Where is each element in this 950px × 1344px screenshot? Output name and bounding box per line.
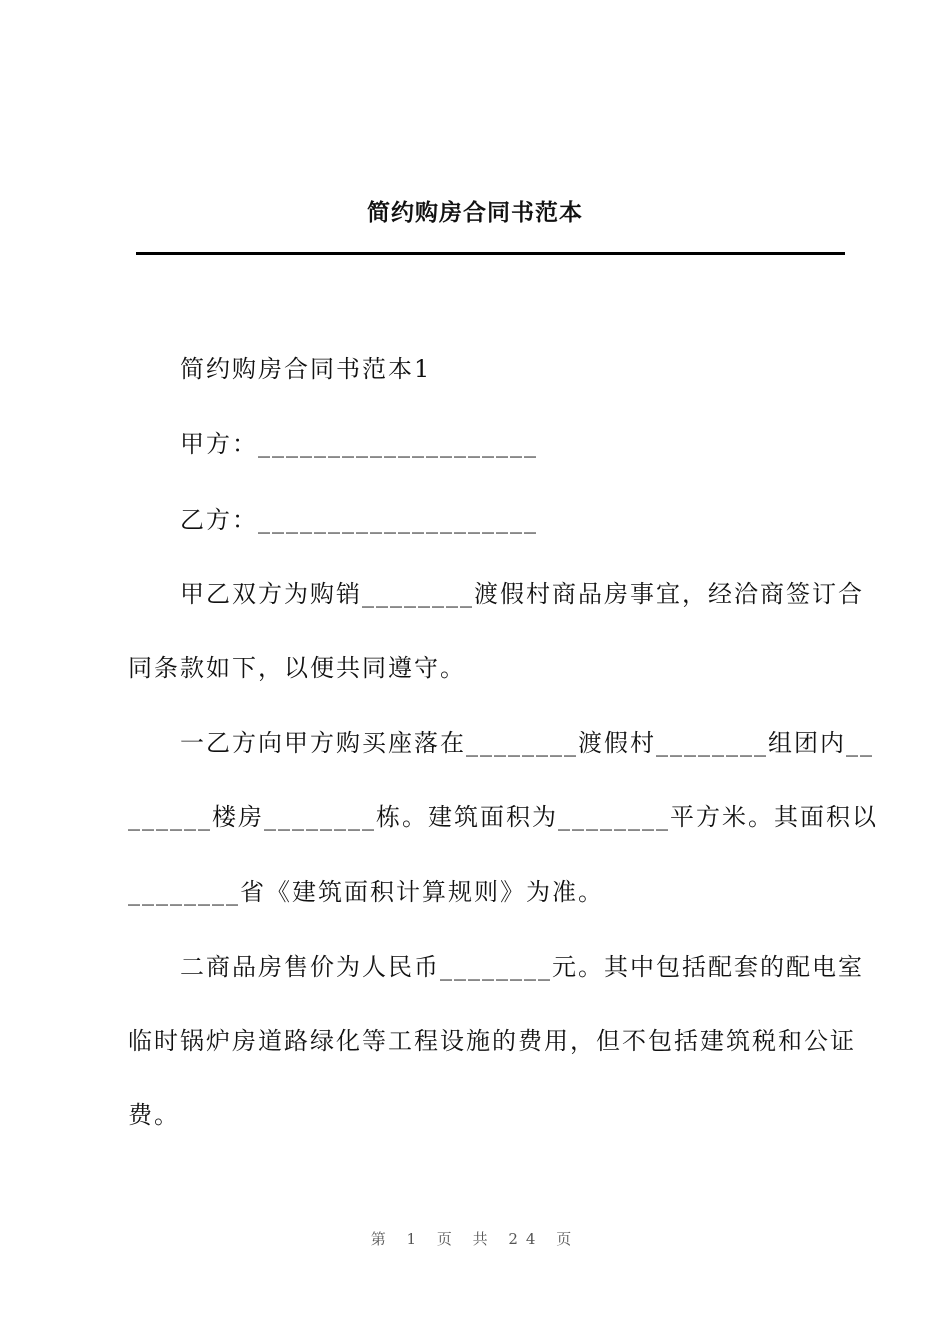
paragraph-line: 临时锅炉房道路绿化等工程设施的费用，但不包括建筑税和公证 xyxy=(128,1027,856,1055)
party-b-line: 乙方：____________________ xyxy=(180,506,538,534)
paragraph-line: 一乙方向甲方购买座落在________渡假村________组团内__ xyxy=(180,729,874,757)
paragraph-line: ________省《建筑面积计算规则》为准。 xyxy=(128,878,604,906)
section-heading: 简约购房合同书范本1 xyxy=(180,355,432,383)
paragraph-line: 费。 xyxy=(128,1101,180,1129)
party-a-line: 甲方：____________________ xyxy=(180,430,538,458)
paragraph-line: 同条款如下，以便共同遵守。 xyxy=(128,654,466,682)
page-footer: 第 1 页 共 24 页 xyxy=(370,1230,580,1248)
paragraph-line: 甲乙双方为购销________渡假村商品房事宜，经洽商签订合 xyxy=(180,580,864,608)
paragraph-line: ______楼房________栋。建筑面积为________平方米。其面积以 xyxy=(128,803,878,831)
document-title: 简约购房合同书范本 xyxy=(367,200,583,226)
title-divider xyxy=(136,252,845,255)
paragraph-line: 二商品房售价为人民币________元。其中包括配套的配电室 xyxy=(180,953,864,981)
